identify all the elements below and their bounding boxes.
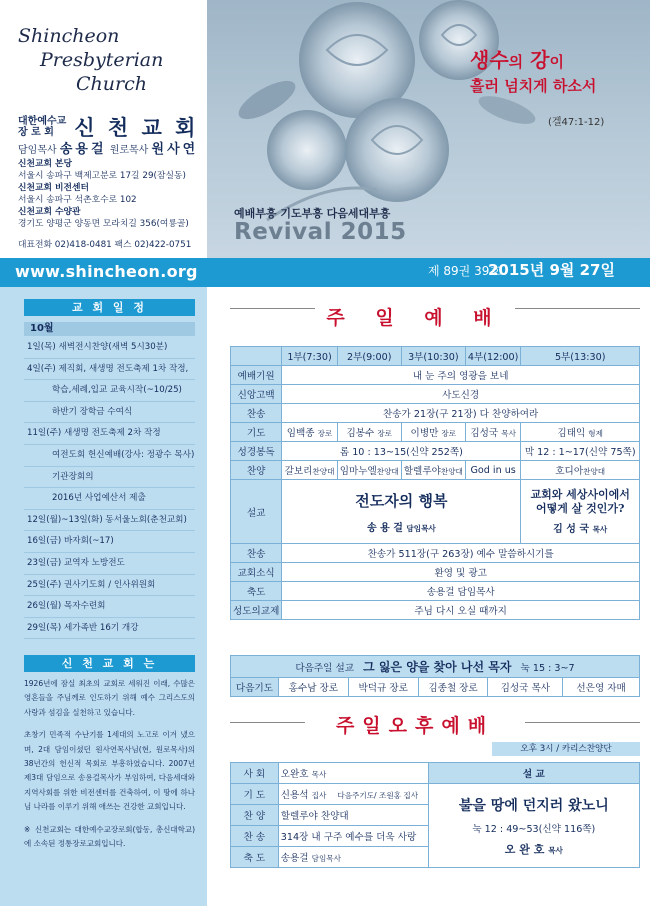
- address-text: 서울시 송파구 석촌호수로 102: [18, 195, 137, 205]
- row-value: [278, 847, 428, 868]
- address-title: 신천교회 본당: [18, 159, 73, 169]
- issue-number: 제 89권 39호: [428, 264, 501, 278]
- next-prayer-3: 김종철 장로: [418, 678, 488, 697]
- logo-line-3: Church: [76, 73, 147, 95]
- pastors-line: [18, 138, 198, 157]
- reading-fifth: 막 12 : 1~17(신약 75쪽): [521, 442, 640, 461]
- schedule-item: 4일(주) 제직회, 새생명 전도축제 1차 작정,: [24, 359, 195, 381]
- choir-suffix: 찬양대: [583, 467, 606, 476]
- row-label: 성경봉독: [231, 442, 282, 461]
- choir-1: [282, 461, 337, 480]
- next-sermon-label: 다음주일 설교: [295, 663, 354, 674]
- choir-2: [337, 461, 401, 480]
- prayer-role: 장로: [377, 429, 392, 438]
- prayer-role: 목사: [501, 429, 516, 438]
- choir-name: 호디아: [555, 466, 584, 477]
- table-row: [231, 461, 640, 480]
- about-note: ※ 신천교회는 대한예수교장로회(합동, 총신대학교)에 소속된 정통장로교회입니다.: [24, 824, 195, 849]
- pm-preacher-role: 목사: [548, 845, 563, 855]
- prayer-role: 장로: [441, 429, 457, 438]
- next-prayer-1: 홍수남 장로: [278, 678, 348, 697]
- next-prayer-5: 선은영 자매: [563, 678, 640, 697]
- sermon-fifth: [521, 480, 640, 544]
- prayer-name: 김봉수: [346, 428, 375, 439]
- row-value: 주님 다시 오실 때까지: [282, 601, 640, 620]
- about-text: [24, 677, 195, 859]
- row-value: 찬송가 511장(구 263장) 예수 말씀하시기를: [282, 544, 640, 563]
- pm-preacher: 오 완 호: [504, 842, 545, 856]
- row-value: 314장 내 구주 예수를 더욱 사랑: [278, 826, 428, 847]
- row-label: 찬 양: [231, 805, 279, 826]
- addresses: [18, 158, 189, 230]
- schedule-item: 12일(월)~13일(화) 동서울노회(춘천교회): [24, 510, 195, 532]
- choir-suffix: 찬양대: [376, 467, 399, 476]
- slogan-word-1: 생수: [470, 48, 509, 72]
- pm-sermon: [428, 784, 639, 868]
- schedule-item: 기관장회의: [24, 467, 195, 489]
- afternoon-table: [230, 762, 640, 868]
- choir-suffix: 찬양대: [440, 467, 463, 476]
- sermon5-title-line-1: 교회와 세상사이에서: [530, 488, 630, 501]
- sunday-worship-title: 주 일 예 배: [315, 303, 515, 330]
- next-prayer-4: 김성국 목사: [488, 678, 563, 697]
- row-label: 찬양: [231, 461, 282, 480]
- choir-suffix: 찬양대: [312, 467, 335, 476]
- schedule-item: 여전도회 헌신예배(강사: 정광수 목사): [24, 445, 195, 467]
- prayer-name: 김성국: [470, 428, 499, 439]
- next-sermon-ref: 눅 15 : 3~7: [520, 663, 575, 674]
- schedule-item: 11일(주) 새생명 전도축제 2차 작정: [24, 423, 195, 445]
- schedule-item: 학습,세례,입교 교육시작(~10/25): [24, 380, 195, 402]
- phone-fax: 대표전화 02)418-0481 팩스 02)422-0751: [18, 240, 192, 250]
- table-row: [231, 385, 640, 404]
- revival-title: Revival 2015: [234, 219, 407, 245]
- address-text: 서울시 송파구 백제고분로 17길 29(잠실동): [18, 171, 186, 181]
- row-label: 기도: [231, 423, 282, 442]
- next-sermon-title: 그 잃은 양을 찾아 나선 목자: [363, 660, 512, 674]
- pm-name: 오완호: [280, 769, 309, 780]
- prayer-2: [337, 423, 401, 442]
- row-label: 찬송: [231, 404, 282, 423]
- schedule-item: 16일(금) 바자회(~17): [24, 531, 195, 553]
- table-row: [231, 442, 640, 461]
- choir-name: 할렐루야: [403, 466, 441, 477]
- row-label: 축도: [231, 582, 282, 601]
- schedule-title: 교 회 일 정: [24, 299, 195, 316]
- motto: 예배부흥 기도부흥 다음세대부흥: [234, 207, 391, 220]
- table-row: [231, 366, 640, 385]
- row-label: 사 회: [231, 763, 279, 784]
- row-label: 성도의교제: [231, 601, 282, 620]
- church-name: 신 천 교 회: [74, 116, 199, 140]
- schedule-item: 2016년 사업예산서 제출: [24, 488, 195, 510]
- next-prayer-label: 다음기도: [231, 678, 279, 697]
- row-value: 찬송가 21장(구 21장) 다 찬양하여라: [282, 404, 640, 423]
- prayer-name: 이병만: [410, 428, 439, 439]
- schedule-item: 26일(월) 목자수련회: [24, 596, 195, 618]
- address-title: 신천교회 비전센터: [18, 183, 90, 193]
- row-value: 내 눈 주의 영광을 보네: [282, 366, 640, 385]
- row-label: 신앙고백: [231, 385, 282, 404]
- address-text: 경기도 양평군 양동면 모라치길 356(여룡골): [18, 219, 189, 229]
- sermon-main: [282, 480, 521, 544]
- sermon-title: 전도자의 행복: [355, 491, 448, 510]
- slogan-particle-1: 의: [508, 53, 524, 71]
- prayer-name: 임백종: [286, 428, 315, 439]
- row-value: [278, 784, 428, 805]
- table-row: [231, 544, 640, 563]
- service-header-row: [231, 347, 640, 366]
- logo-line-2: Presbyterian: [40, 49, 164, 71]
- logo-line-1: Shincheon: [18, 25, 120, 47]
- sermon5-title: [523, 488, 637, 516]
- prayer-role: 형제: [588, 429, 603, 438]
- address-title: 신천교회 수양관: [18, 207, 81, 217]
- pm-role: 목사: [311, 770, 327, 779]
- slogan-reference: (겔47:1-12): [548, 117, 605, 128]
- service-2: 2부(9:00): [337, 347, 401, 366]
- sermon-preacher-role: 담임목사: [406, 523, 436, 533]
- prayer-role: 장로: [317, 429, 333, 438]
- schedule-item: 25일(주) 권사기도회 / 인사위원회: [24, 575, 195, 597]
- pastor-label: 담임목사: [18, 145, 57, 156]
- pastor-name: 송용걸: [59, 142, 107, 157]
- next-prayer-2: 박덕규 장로: [348, 678, 418, 697]
- emeritus-label: 원로목사: [109, 145, 149, 156]
- prayer-3: [401, 423, 465, 442]
- row-value: [278, 763, 428, 784]
- pm-name: 신용석: [280, 790, 309, 801]
- corner-cell: [231, 347, 282, 366]
- issue-date: 2015년 9월 27일: [488, 261, 615, 279]
- table-row: [231, 784, 640, 805]
- row-value: 환영 및 광고: [282, 563, 640, 582]
- sunday-worship-table: [230, 346, 640, 620]
- choir-name: 임마누엘: [339, 466, 377, 477]
- pm-next-prayer: 다음주기도/ 조원홍 집사: [337, 791, 419, 800]
- service-3: 3부(10:30): [401, 347, 465, 366]
- sermon5-title-line-2: 어떻게 살 것인가?: [535, 502, 625, 515]
- emeritus-name: 원사연: [151, 142, 199, 157]
- sermon-preacher-line: [284, 519, 518, 534]
- prayer-name: 김태익: [557, 428, 586, 439]
- reading-main: 롬 10 : 13~15(신약 252쪽): [282, 442, 521, 461]
- pm-role: 집사: [311, 791, 327, 800]
- table-row: [231, 563, 640, 582]
- row-label: 축 도: [231, 847, 279, 868]
- service-4: 4부(12:00): [465, 347, 521, 366]
- afternoon-worship-title: 주일오후예배: [305, 711, 525, 738]
- row-label: 예배기원: [231, 366, 282, 385]
- next-week-table: [230, 655, 640, 697]
- church-url[interactable]: www.shincheon.org: [15, 262, 198, 281]
- schedule-item: 하반기 장학금 수여식: [24, 402, 195, 424]
- sermon5-preacher-role: 목사: [592, 525, 608, 534]
- service-5: 5부(13:30): [521, 347, 640, 366]
- next-sermon-row: [231, 656, 640, 678]
- row-label: 교회소식: [231, 563, 282, 582]
- pm-preacher-line: [431, 841, 637, 857]
- table-row: [231, 423, 640, 442]
- choir-name: 갈보리: [284, 466, 313, 477]
- pm-sermon-ref: 눅 12 : 49~53(신약 116쪽): [472, 823, 596, 835]
- church-logo: [18, 24, 198, 96]
- sermon5-preacher: 김 성 국: [553, 524, 590, 535]
- table-row: [231, 582, 640, 601]
- row-label: 설교: [231, 480, 282, 544]
- schedule-item: 1일(목) 새벽전시찬양(새벽 5시30분): [24, 337, 195, 359]
- row-value: 송용걸 담임목사: [282, 582, 640, 601]
- slogan-line-1: [470, 44, 564, 73]
- row-value: 사도신경: [282, 385, 640, 404]
- about-paragraph: 1926년에 잠실 최초의 교회로 세워진 이래, 수많은 영혼들을 주님께로 인도하기 위해 예수 그리스도의 사랑과 섬김을 실천하고 있습니다.: [24, 679, 195, 717]
- sermon-header: 설 교: [428, 763, 639, 784]
- next-sermon: [231, 656, 640, 678]
- denomination-line-1: 대한예수교: [18, 116, 67, 127]
- row-label: 기 도: [231, 784, 279, 805]
- choir-5: [521, 461, 640, 480]
- schedule-item: 23일(금) 교역자 노방전도: [24, 553, 195, 575]
- schedule-item: 29일(목) 세가족반 16기 개강: [24, 618, 195, 640]
- schedule-month: 10월: [24, 322, 195, 336]
- sermon-row: [231, 480, 640, 544]
- about-title: 신 천 교 회 는: [24, 655, 195, 672]
- table-row: [231, 404, 640, 423]
- schedule-list: [24, 337, 195, 639]
- pm-role: 담임목사: [311, 854, 341, 863]
- prayer-1: [282, 423, 337, 442]
- slogan-word-2: 강: [530, 48, 550, 72]
- row-label: 찬송: [231, 544, 282, 563]
- table-row: [231, 763, 640, 784]
- slogan-particle-2: 이: [549, 53, 564, 71]
- slogan-line-2: 흘러 넘치게 하소서: [470, 77, 597, 95]
- row-label: 찬 송: [231, 826, 279, 847]
- denomination: [18, 116, 66, 138]
- pm-name: 송용걸: [280, 853, 309, 864]
- denomination-line-2: 장 로 회: [18, 127, 54, 138]
- choir-4: God in us: [465, 461, 521, 480]
- sermon-preacher: 송 용 걸: [366, 522, 403, 534]
- afternoon-badge: 오후 3시 / 카리스찬양단: [492, 742, 640, 756]
- table-row: [231, 601, 640, 620]
- about-paragraph: 초창기 민족적 수난기를 1세대의 노고로 이겨 냈으며, 2대 담임이셨던 원사연목사님(현, 원로목사)의 38년간의 헌신적 목회로 부흥하였습니다. 2007년 제3대 담임으로 송용걸목사가 부임하여, 다음세대와 지역사회를 위한 비전센터를 건축하여, 이 땅에 하나님 나라를 이루기 위해 애쓰는 건강한 교회입니다.: [24, 730, 195, 812]
- row-value: 할렐루야 찬양대: [278, 805, 428, 826]
- next-prayer-row: [231, 678, 640, 697]
- choir-3: [401, 461, 465, 480]
- pm-sermon-title: 불을 땅에 던지러 왔노니: [458, 797, 609, 814]
- prayer-4: [465, 423, 521, 442]
- service-1: 1부(7:30): [282, 347, 337, 366]
- prayer-5: [521, 423, 640, 442]
- sermon5-preacher-line: [523, 520, 637, 535]
